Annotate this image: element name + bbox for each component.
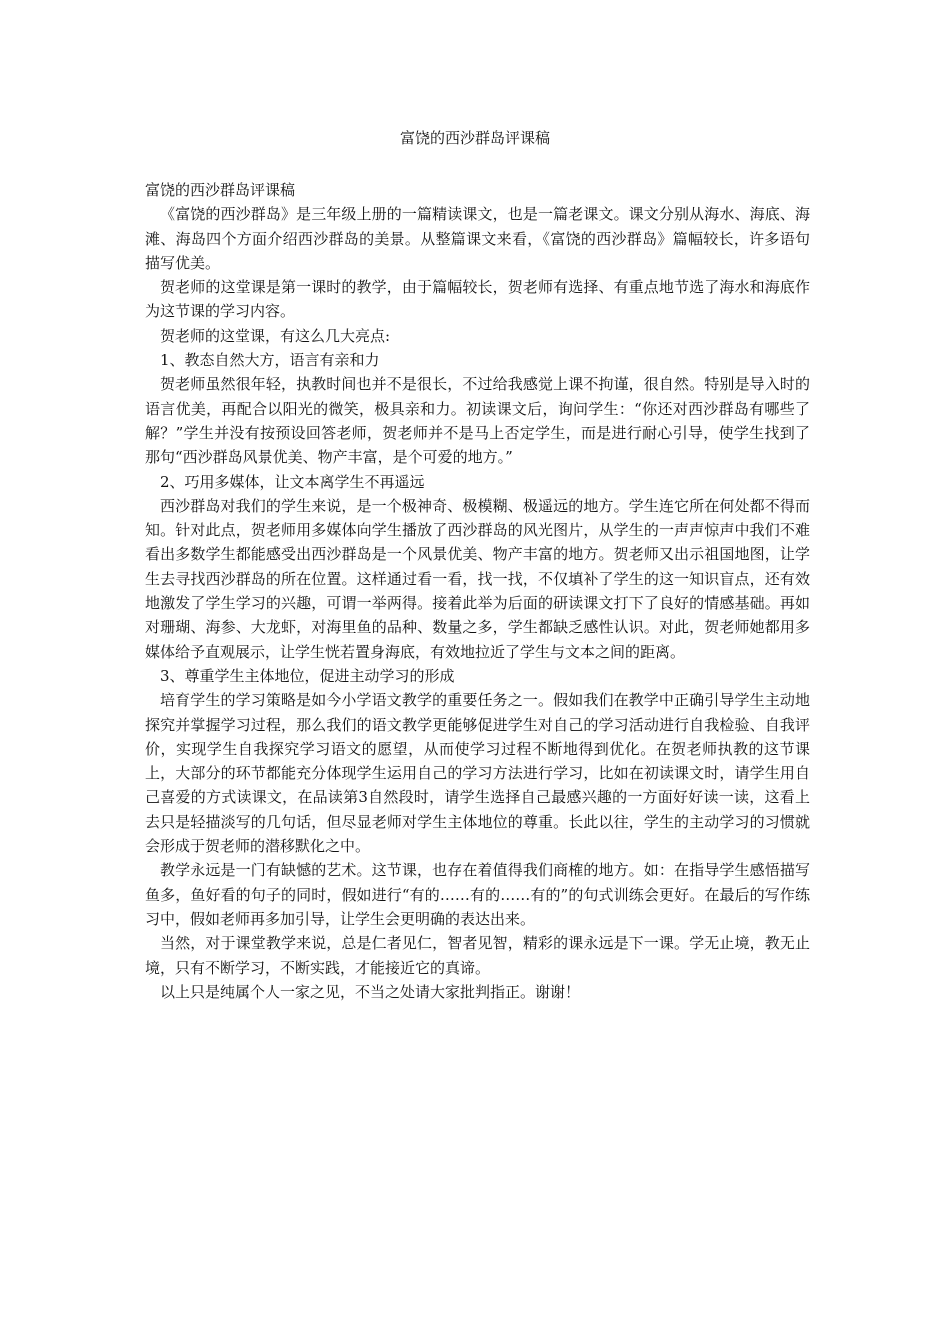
paragraph-shortcomings: 教学永远是一门有缺憾的艺术。这节课，也存在着值得我们商榷的地方。如：在指导学生感悟描写鱼多，鱼好看的句子的同时，假如进行“有的……有的……有的”的句式训练会更好。在最后的写作练习中，假如老师再多加引导，让学生会更明确的表达出来。 <box>145 861 810 928</box>
paragraph-closing: 以上只是纯属个人一家之见，不当之处请大家批判指正。谢谢！ <box>160 982 581 1001</box>
section-heading-2: 2、巧用多媒体，让文本离学生不再遥远 <box>160 472 425 491</box>
paragraph-section-2: 西沙群岛对我们的学生来说，是一个极神奇、极模糊、极遥远的地方。学生连它所在何处都不得而知。针对此点，贺老师用多媒体向学生播放了西沙群岛的风光图片，从学生的一声声惊声中我们不难看出多数学生都能感受出西沙群岛是一个风景优美、物产丰富的地方。贺老师又出示祖国地图，让学生去寻找西沙群岛的所在位置。这样通过看一看，找一找，不仅填补了学生的这一知识盲点，还有效地激发了学生学习的兴趣，可谓一举两得。接着此举为后面的研读课文打下了良好的情感基础。再如对珊瑚、海参、大龙虾，对海里鱼的品种、数量之多，学生都缺乏感性认识。对此，贺老师她都用多媒体给予直观展示，让学生恍若置身海底，有效地拉近了学生与文本之间的距离。 <box>145 496 810 661</box>
paragraph-intro: 《富饶的西沙群岛》是三年级上册的一篇精读课文，也是一篇老课文。课文分别从海水、海底、海滩、海岛四个方面介绍西沙群岛的美景。从整篇课文来看，《富饶的西沙群岛》篇幅较长，许多语句描写优美。 <box>145 205 810 272</box>
section-heading-1: 1、教态自然大方，语言有亲和力 <box>160 351 380 370</box>
paragraph-section-3: 培育学生的学习策略是如今小学语文教学的重要任务之一。假如我们在教学中正确引导学生主动地探究并掌握学习过程，那么我们的语文教学更能够促进学生对自己的学习活动进行自我检验、自我评价，实现学生自我探究学习语文的愿望，从而使学习过程不断地得到优化。在贺老师执教的这节课上，大部分的环节都能充分体现学生运用自己的学习方法进行学习，比如在初读课文时，请学生用自己喜爱的方式读课文，在品读第3自然段时，请学生选择自己最感兴趣的一方面好好读一读，这看上去只是轻描淡写的几句话，但尽显老师对学生主体地位的尊重。长此以往，学生的主动学习的习惯就会形成于贺老师的潜移默化之中。 <box>145 691 810 856</box>
section-heading-3: 3、尊重学生主体地位，促进主动学习的形成 <box>160 666 455 685</box>
paragraph-reflection: 当然，对于课堂教学来说，总是仁者见仁，智者见智，精彩的课永远是下一课。学无止境，教无止境，只有不断学习，不断实践，才能接近它的真谛。 <box>145 934 810 977</box>
paragraph-highlights-intro: 贺老师的这堂课，有这么几大亮点: <box>160 326 391 345</box>
document-title: 富饶的西沙群岛评课稿 <box>399 129 550 147</box>
paragraph-lesson-content: 贺老师的这堂课是第一课时的教学，由于篇幅较长，贺老师有选择、有重点地节选了海水和海底作为这节课的学习内容。 <box>145 278 810 321</box>
document-body <box>145 178 810 1004</box>
document-subtitle: 富饶的西沙群岛评课稿 <box>145 181 296 199</box>
paragraph-section-1: 贺老师虽然很年轻，执教时间也并不是很长，不过给我感觉上课不拘谨，很自然。特别是导入时的语言优美，再配合以阳光的微笑，极具亲和力。初读课文后，询问学生：“你还对西沙群岛有哪些了解？”学生并没有按预设回答老师，贺老师并不是马上否定学生，而是进行耐心引导，使学生找到了那句“西沙群岛风景优美、物产丰富，是个可爱的地方。” <box>145 375 810 467</box>
